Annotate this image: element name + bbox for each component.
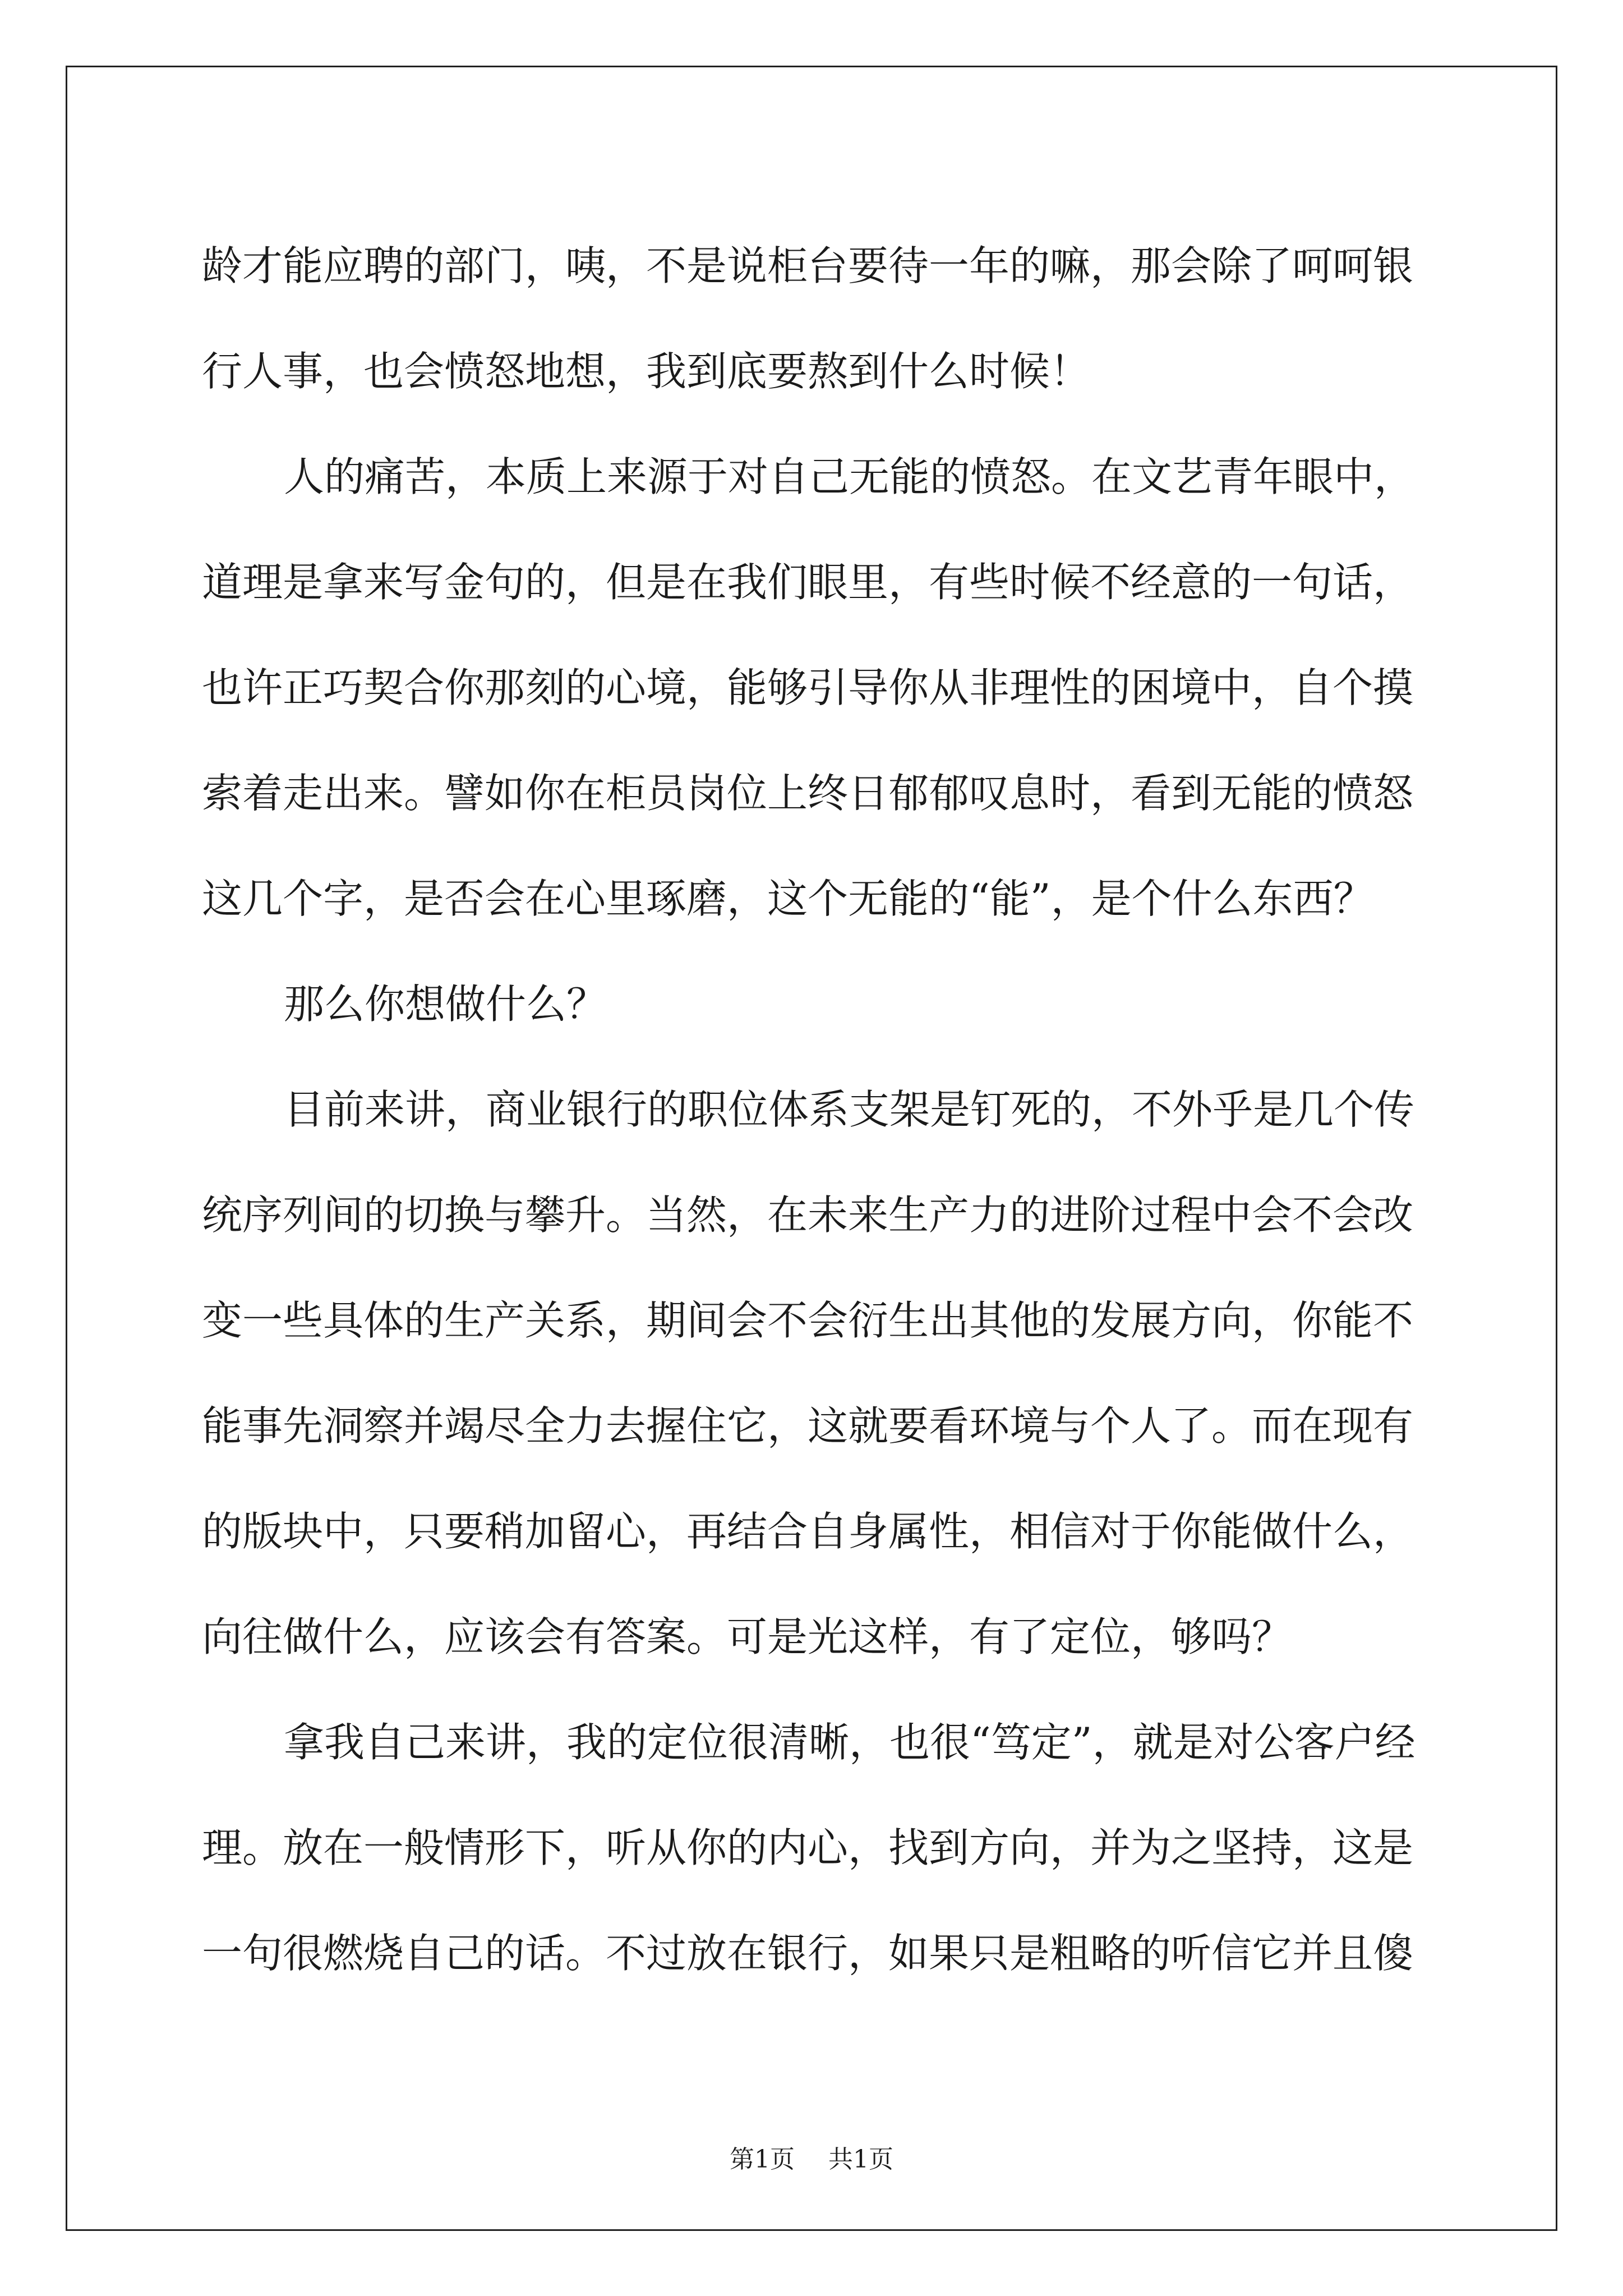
text-line: 一句很燃烧自己的话。不过放在银行，如果只是粗略的听信它并且傻 [202,1930,1414,1977]
text-line: 这几个字，是否会在心里琢磨，这个无能的“能”，是个什么东西？ [202,875,1374,922]
text-line: 也许正巧契合你那刻的心境，能够引导你从非理性的困境中，自个摸 [202,664,1414,711]
page-number: 第1页 [730,2145,795,2174]
text-line: 龄才能应聘的部门，咦，不是说柜台要待一年的嘛，那会除了呵呵银 [202,242,1414,289]
text-line: 变一些具体的生产关系，期间会不会衍生出其他的发展方向，你能不 [202,1297,1414,1344]
text-line: 能事先洞察并竭尽全力去握住它，这就要看环境与个人了。而在现有 [202,1402,1414,1450]
paragraph-first-line: 那么你想做什么？ [284,981,607,1028]
text-line: 的版块中，只要稍加留心，再结合自身属性，相信对于你能做什么， [202,1508,1414,1555]
document-body [202,213,1436,2006]
page-total: 共1页 [828,2145,893,2174]
text-line: 索着走出来。譬如你在柜员岗位上终日郁郁叹息时，看到无能的愤怒 [202,770,1414,817]
text-line: 向往做什么，应该会有答案。可是光这样，有了定位，够吗？ [202,1613,1293,1660]
paragraph-first-line: 目前来讲，商业银行的职位体系支架是钉死的，不外乎是几个传 [284,1086,1415,1133]
page-footer [0,2143,1623,2177]
paragraph-first-line: 人的痛苦，本质上来源于对自己无能的愤怒。在文艺青年眼中， [284,453,1415,500]
text-line: 统序列间的切换与攀升。当然，在未来生产力的进阶过程中会不会改 [202,1191,1414,1239]
text-line: 道理是拿来写金句的，但是在我们眼里，有些时候不经意的一句话， [202,559,1414,606]
text-line: 行人事，也会愤怒地想，我到底要熬到什么时候！ [202,348,1091,395]
text-line: 理。放在一般情形下，听从你的内心，找到方向，并为之坚持，这是 [202,1824,1414,1871]
paragraph-first-line: 拿我自己来讲，我的定位很清晰，也很“笃定”，就是对公客户经 [284,1719,1415,1766]
